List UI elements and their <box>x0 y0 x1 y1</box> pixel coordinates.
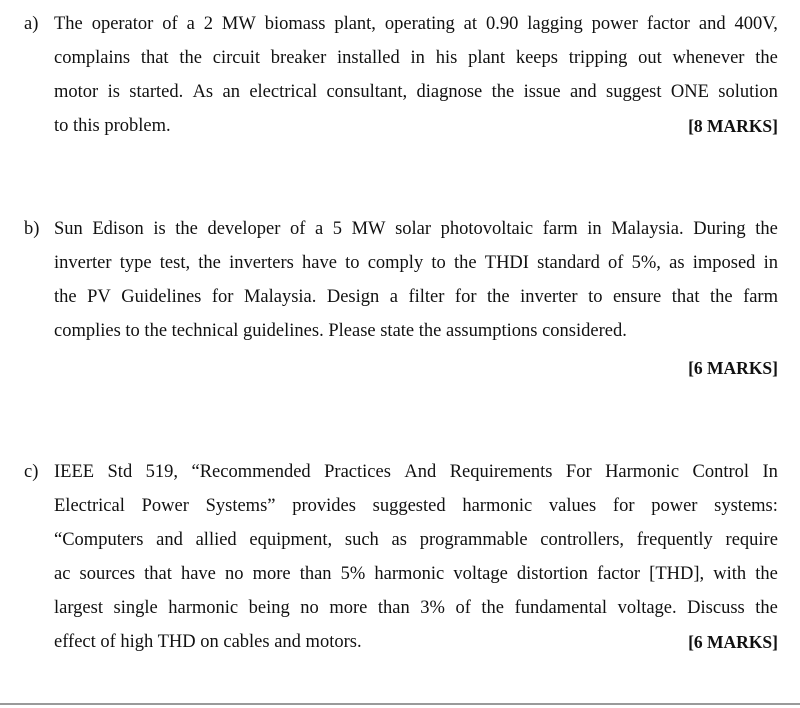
question-c-line-4: ac sources that have no more than 5% harmonic voltage distortion factor [THD], with the <box>54 564 778 584</box>
question-b-line-2: inverter type test, the inverters have to comply to the THDI standard of 5%, as imposed in <box>54 253 778 273</box>
question-c-line-3: “Computers and allied equipment, such as programmable controllers, frequently require <box>54 530 778 550</box>
question-c-marks: [6 MARKS] <box>688 632 778 652</box>
bottom-divider <box>0 703 800 705</box>
question-c-line-6: effect of high THD on cables and motors. <box>54 632 362 652</box>
question-c-line-1: IEEE Std 519, “Recommended Practices And Requirements For Harmonic Control In <box>54 462 778 482</box>
question-b-line-4: complies to the technical guidelines. Please state the assumptions considered. <box>54 321 627 341</box>
question-c-text <box>54 455 778 659</box>
question-c-line-2: Electrical Power Systems” provides suggested harmonic values for power systems: <box>54 496 778 516</box>
question-c-line-6-row <box>54 625 778 659</box>
question-c-line-5: largest single harmonic being no more than 3% of the fundamental voltage. Discuss the <box>54 598 778 618</box>
question-a-line-4: to this problem. <box>54 116 171 136</box>
question-c-label: c) <box>24 462 39 482</box>
question-a-line-1: The operator of a 2 MW biomass plant, operating at 0.90 lagging power factor and 400V, <box>54 14 778 34</box>
question-a-line-3: motor is started. As an electrical consultant, diagnose the issue and suggest ONE solution <box>54 82 778 102</box>
question-a-text <box>54 7 778 143</box>
question-a-line-2: complains that the circuit breaker installed in his plant keeps tripping out whenever the <box>54 48 778 68</box>
question-a-marks: [8 MARKS] <box>688 116 778 136</box>
question-b-label: b) <box>24 219 40 239</box>
question-b-line-3: the PV Guidelines for Malaysia. Design a filter for the inverter to ensure that the farm <box>54 287 778 307</box>
question-b-text <box>54 212 778 348</box>
question-a-line-4-row <box>54 109 778 143</box>
question-b-marks: [6 MARKS] <box>688 358 778 378</box>
question-b-line-1: Sun Edison is the developer of a 5 MW solar photovoltaic farm in Malaysia. During the <box>54 219 778 239</box>
question-a-label: a) <box>24 14 39 34</box>
